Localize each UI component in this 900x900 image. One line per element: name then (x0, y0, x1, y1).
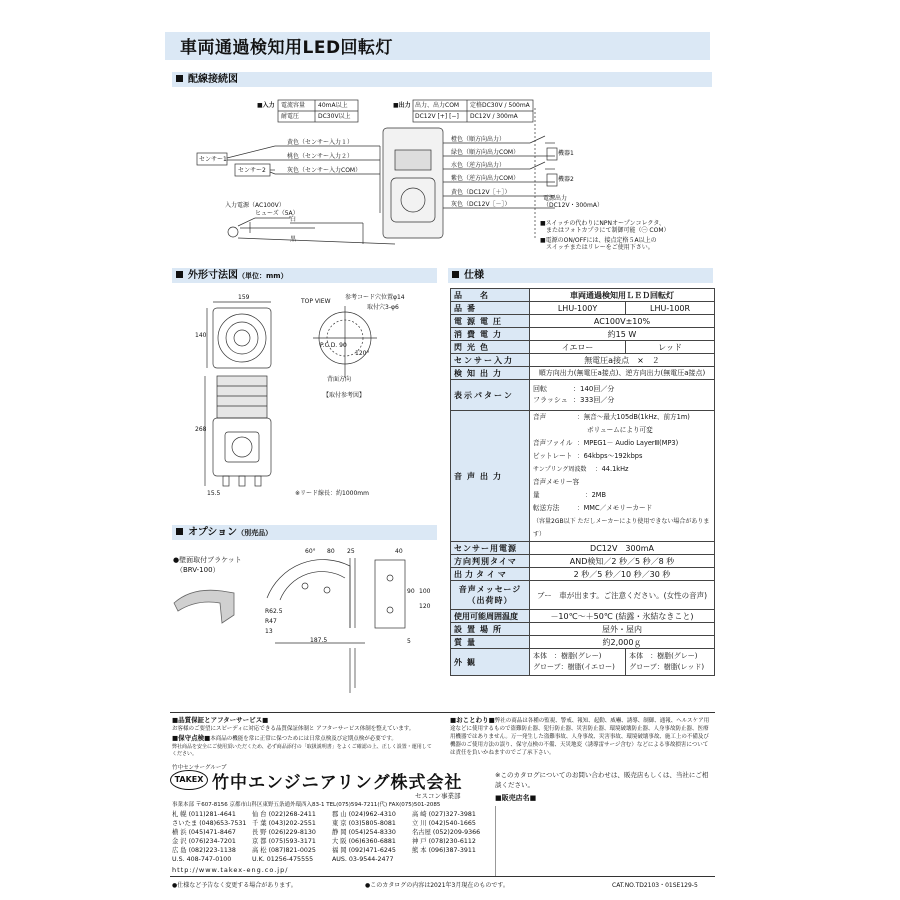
spec-key: 設置場所 (451, 623, 530, 636)
bottom-divider (170, 876, 715, 877)
option-name: ●壁面取付ブラケット (173, 556, 242, 564)
dim-height: 140 (195, 332, 207, 339)
wire-label: 紫色（逆方向出力COM） (451, 175, 520, 182)
office-item: 高 松 (087)821-0025 (252, 847, 316, 854)
spec-value: イエロー (530, 341, 626, 354)
office-item: 神 戸 (078)230-6112 (412, 838, 476, 845)
spec-key: 出力タイマ (451, 568, 530, 581)
page-title: 車両通過検知用LED回転灯 (180, 38, 394, 58)
spec-row (451, 411, 715, 542)
spec-key: 表示パターン (451, 380, 530, 411)
bracket-dim: R62.5 (265, 608, 283, 615)
audio-value: ：MPEG1－ Audio LayerⅢ(MP3) (577, 439, 679, 447)
maintenance-text: 本商品の機能を常に正常に保つためには日常点検及び定期点検が必要です。 (210, 736, 397, 742)
audio-key: 音声メモリー容量 (533, 478, 580, 499)
wiring-diagram (195, 98, 715, 258)
bracket-dim: 90 (407, 588, 415, 595)
spec-key: センサー入力 (451, 354, 530, 367)
dimension-lines (195, 290, 440, 515)
wiring-note: ■電源のON/OFFには、接点定格５A以上の (540, 237, 657, 244)
office-item: U.S. 408-747-0100 (172, 856, 232, 863)
company-logo: TAKEX (170, 770, 208, 790)
office-item: 東 京 (03)5805-8081 (332, 820, 396, 827)
spec-value: DC12V 300mA (530, 542, 715, 555)
spec-value: AND検知／2 秒／5 秒／8 秒 (530, 555, 715, 568)
spec-key: 消費電力 (451, 328, 530, 341)
office-item: 長 野 (026)229-8130 (252, 829, 316, 836)
section-title: 仕様 (464, 270, 484, 281)
pattern-key: 回転 (533, 385, 547, 393)
bracket-image (172, 585, 247, 625)
spec-row (451, 623, 715, 636)
spec-row (451, 636, 715, 649)
audio-value: ：MMC／メモリーカード (577, 504, 653, 512)
bracket-drawing (255, 548, 435, 698)
spec-row (451, 328, 715, 341)
spec-table (450, 288, 715, 676)
spec-row (451, 354, 715, 367)
section-title: 配線接続図 (188, 74, 238, 85)
audio-key: サンプリング周波数 (533, 466, 587, 473)
footnote: ●このカタログの内容は2021年3月現在のものです。 (365, 882, 509, 889)
sensor-power-label: 電源出力 (543, 195, 568, 202)
device2-label: 機器2 (558, 176, 574, 183)
sensor1-label: センサー1 (199, 156, 227, 163)
output-cell: 定格DC30V / 500mA (470, 102, 530, 109)
wire-label: 灰色（DC12V［－］） (451, 201, 511, 208)
bracket-dim: 40 (395, 548, 403, 555)
spec-row (451, 315, 715, 328)
audio-value: ：44.1kHz (595, 465, 629, 473)
ext-value: 本体 ：樹脂(グレー) (533, 652, 602, 660)
sensor2-label: センサー2 (238, 167, 266, 174)
square-bullet-icon (176, 271, 183, 278)
spec-value: 2 秒／5 秒／10 秒／30 秒 (530, 568, 715, 581)
spec-row (451, 542, 715, 555)
section-spec (448, 268, 713, 283)
dimension-drawing (195, 290, 440, 515)
mount-ref-label: 【取付参考図】 (323, 392, 366, 399)
dim-total-height: 268 (195, 426, 207, 433)
bracket-lines (255, 548, 435, 698)
caution-title: ■おことわり■ (450, 716, 495, 724)
spec-key: 外観 (451, 649, 530, 676)
wire-label: 黄色（DC12V［＋］） (451, 189, 511, 196)
spec-value: 順方向出力(無電圧a接点)、逆方向出力(無電圧a接点) (530, 367, 715, 380)
office-item: 立 川 (042)540-1665 (412, 820, 476, 827)
square-bullet-icon (176, 75, 183, 82)
spec-value: －10℃～＋50℃ (結露・氷結なきこと) (530, 610, 715, 623)
spec-key: 検知出力 (451, 367, 530, 380)
office-item: 大 阪 (06)6360-6881 (332, 838, 396, 845)
group-label: 竹中センサーグループ (172, 765, 227, 771)
office-item (412, 855, 492, 864)
maintenance-text2: 弊社商品を安全にご使用頂いただくため、必ず商品添付の「取扱説明書」をよくご確認の上、正しく設置・運用してください。 (172, 744, 432, 757)
wiring-output-label: ■出力 (393, 102, 411, 109)
input-cell: 40mA以上 (318, 102, 348, 109)
spec-key (451, 581, 530, 610)
office-item: さいたま (048)653-7531 (172, 820, 247, 827)
spec-row (451, 610, 715, 623)
website-link[interactable]: http://www.takex-eng.co.jp/ (172, 866, 289, 874)
spec-value: 無電圧a接点 × ２ (530, 354, 715, 367)
spec-row (451, 568, 715, 581)
section-dimensions (172, 268, 437, 283)
wire-label: 桃色（センサー入力２） (287, 153, 354, 160)
caution-text: 弊社の商品は各種の監視、警戒、報知、起動、威嚇、誘導、制御、通報、ヘルスケア用途などに使用するもので盗難防止器、犯行防止器、災害防止器、環境破壊防止器、人身事故防止器、医療用機器ではありません。万一発生した盗難事故、人身事故、災害事故、環境破壊事故、施工上の不備及び機器のご使用方法の誤り、保守点検の不備、天災地変（誘導雷サージ含む）などによる事故損害については責任を負いかねますのでご了承下さい。 (450, 718, 710, 756)
audio-value: ボリュームにより可変 (587, 426, 653, 434)
output-cell: 出力、出力COM (415, 102, 460, 109)
bracket-dim: 60° (305, 548, 316, 555)
option-model: （BRV-100） (176, 566, 220, 574)
bracket-dim: 80 (327, 548, 335, 555)
office-item: 福 岡 (092)471-6245 (332, 847, 396, 854)
spec-key: 方向判別タイマ (451, 555, 530, 568)
wiring-note: またはフォトカプラにて制御可能（㊀ COM） (540, 227, 670, 234)
pattern-value: ：333回／分 (573, 396, 615, 404)
bracket-dim: 100 (419, 588, 431, 595)
wire-label: 黄色（センサー入力１） (287, 139, 354, 146)
square-bullet-icon (452, 271, 459, 278)
back-direction-label: 背面方向 (327, 376, 352, 383)
section-sub: （別売品） (237, 529, 273, 537)
spec-value: 約15 W (530, 328, 715, 341)
office-item: AUS. 03-9544-2477 (332, 856, 394, 863)
pattern-key: フラッシュ (533, 396, 568, 404)
spec-row (451, 555, 715, 568)
office-list (172, 810, 492, 864)
spec-row (451, 649, 715, 676)
office-item: U.K. 01256-475555 (252, 856, 314, 863)
dim-width: 159 (238, 294, 250, 301)
quality-block (172, 716, 434, 758)
audio-key: 転送方法 (533, 504, 560, 512)
msg-label-sub: （出荷時） (467, 596, 513, 605)
spec-value: 約2,000ｇ (530, 636, 715, 649)
dim-bottom: 15.5 (207, 490, 221, 497)
inquiry-note: ※このカタログについてのお問い合わせは、販売店もしくは、当社にご相談ください。 (495, 771, 709, 789)
footnote: ●仕様など予告なく変更する場合があります。 (172, 882, 297, 889)
power-label: 入力電源（AC100V） (225, 202, 285, 209)
wiring-input-label: ■入力 (257, 102, 275, 109)
spec-key: 質量 (451, 636, 530, 649)
section-wiring (172, 72, 712, 87)
output-cell: DC12V / 300mA (470, 113, 518, 120)
spec-value: 屋外・屋内 (530, 623, 715, 636)
company-name: 竹中エンジニアリング株式会社 (212, 773, 463, 793)
wire-label: 緑色（順方向出力COM） (451, 149, 520, 156)
spec-value: LHU-100R (626, 302, 715, 315)
section-title: 外形寸法図 (188, 270, 238, 281)
spec-row (451, 302, 715, 315)
footer-divider (170, 712, 715, 713)
fuse-label: ヒューズ（5A） (255, 210, 299, 217)
office-item: 札 幌 (011)281-4641 (172, 811, 236, 818)
square-bullet-icon (176, 528, 183, 535)
bracket-shape (172, 585, 247, 625)
ext-value: 本体 ：樹脂(グレー) (629, 652, 698, 660)
office-item: 仙 台 (022)268-2411 (252, 811, 316, 818)
bracket-dim: 5 (407, 638, 411, 645)
angle-label: 120° (355, 350, 370, 357)
sales-division: セスコン事業部 (415, 792, 461, 800)
bracket-dim: 120 (419, 603, 431, 610)
office-item: 京 都 (075)593-3171 (252, 838, 316, 845)
catalog-number: CAT.NO.TD2103・01SE129-5 (612, 882, 698, 889)
audio-key: ビットレート (533, 452, 573, 460)
spec-key: センサー用電源 (451, 542, 530, 555)
spec-value: 車両通過検知用ＬＥＤ回転灯 (530, 289, 715, 302)
office-item: 熊 本 (096)387-3911 (412, 847, 476, 854)
wiring-note: ■スイッチの代わりにNPNオープンコレクタ、 (540, 220, 665, 227)
office-item: 名古屋 (052)209-9366 (412, 829, 481, 836)
spec-value: レッド (626, 341, 715, 354)
spec-row (451, 380, 715, 411)
office-item: 郡 山 (024)962-4310 (332, 811, 396, 818)
bracket-dim: R47 (265, 618, 277, 625)
office-item: 千 葉 (043)202-2551 (252, 820, 316, 827)
mount-hole-label: 取付穴3-φ6 (367, 304, 399, 311)
office-item: 高 崎 (027)327-3981 (412, 811, 476, 818)
office-item: 横 浜 (045)471-8467 (172, 829, 236, 836)
spec-key: 品 名 (451, 289, 530, 302)
ext-value: グローブ：樹脂(レッド) (629, 663, 705, 671)
office-item: 静 岡 (054)254-8330 (332, 829, 396, 836)
input-cell: 耐電圧 (281, 113, 300, 120)
ext-value: グローブ：樹脂(イエロー) (533, 663, 615, 671)
quality-title: ■品質保証とアフターサービス■ (172, 716, 269, 724)
dealer-box-divider (495, 806, 496, 876)
pattern-value: ：140回／分 (573, 385, 615, 393)
top-view-label: TOP VIEW (301, 298, 331, 305)
audio-value: ：64kbps～192kbps (577, 452, 643, 460)
input-cell: DC30V以上 (318, 113, 351, 120)
bracket-dim: 25 (347, 548, 355, 555)
audio-value: （容量2GB以下 ただしメーカーにより使用できない場合があります） (533, 518, 710, 538)
audio-value: ：無音～最大105dB(1kHz、前方1m) (577, 413, 690, 421)
audio-key: 音声 (533, 413, 547, 421)
wiring-note: スイッチまたはリレーをご使用下さい。 (540, 244, 654, 251)
spec-value (530, 649, 626, 676)
spec-key: 閃光色 (451, 341, 530, 354)
pcd-label: P.C.D. 90 (320, 342, 347, 349)
spec-row (451, 341, 715, 354)
spec-row (451, 581, 715, 610)
spec-value: LHU-100Y (530, 302, 626, 315)
spec-value (530, 380, 715, 411)
spec-row (451, 367, 715, 380)
spec-key: 品番 (451, 302, 530, 315)
wire-label: 橙色（順方向出力） (451, 136, 506, 143)
hq-address: 事業本部 〒607-8156 京都市山科区東野五条通外環西入83-1 TEL(075)594-7211(代) FAX(075)501-2085 (172, 802, 441, 808)
office-item: 広 島 (082)223-1138 (172, 847, 236, 854)
cord-hole-label: 参考コード穴位置φ14 (345, 294, 405, 301)
sensor-power-sub: （DC12V・300mA） (543, 202, 603, 209)
white-wire-label: 白 (290, 216, 297, 223)
wire-label: 灰色（センサー入力COM） (287, 167, 362, 174)
dealer-label: ■販売店名■ (495, 794, 537, 802)
black-wire-label: 黒 (290, 236, 297, 243)
section-option (172, 525, 437, 540)
lead-length-note: ※リード線長：約1000mm (295, 490, 369, 497)
office-item: 金 沢 (076)234-7201 (172, 838, 236, 845)
device1-label: 機器1 (558, 150, 574, 157)
section-title: オプション (188, 527, 238, 538)
audio-value: ：2MB (585, 491, 607, 499)
spec-value: AC100V±10% (530, 315, 715, 328)
input-cell: 電流容量 (281, 102, 306, 109)
spec-key: 使用可能周囲温度 (451, 610, 530, 623)
audio-key: 音声ファイル (533, 439, 573, 447)
maintenance-title: ■保守点検■ (172, 734, 211, 742)
caution-block (450, 716, 713, 757)
msg-label: 音声メッセージ (458, 585, 522, 594)
spec-key: 電源電圧 (451, 315, 530, 328)
spec-value (626, 649, 715, 676)
spec-key: 音声出力 (451, 411, 530, 542)
spec-value: ブー 車が出ます。ご注意ください。(女性の音声) (530, 581, 715, 610)
spec-row (451, 289, 715, 302)
quality-text: お客様のご要望にスピーディに対応できる品質保証体制と アフターサービス体制を整えています。 (172, 726, 415, 732)
wire-label: 水色（逆方向出力） (451, 162, 506, 169)
bracket-dim: 13 (265, 628, 273, 635)
section-unit: （単位：mm） (238, 272, 288, 280)
output-cell: DC12V [+] [−] (415, 113, 459, 120)
spec-value (530, 411, 715, 542)
bracket-dim: 187.5 (310, 637, 328, 644)
